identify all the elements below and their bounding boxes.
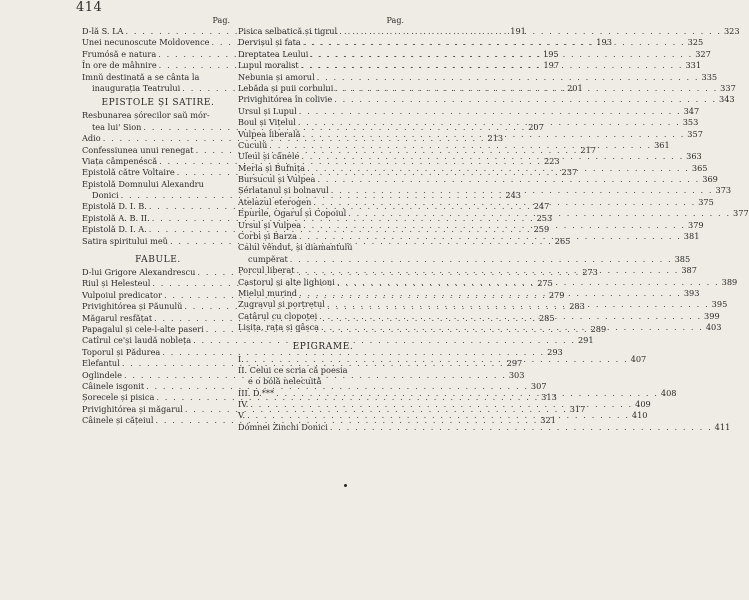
entry-title: D-lui Grigore Alexandrescu bbox=[82, 267, 196, 278]
entry-title: Privighitórea în colivie bbox=[238, 94, 333, 105]
entry-title: Atelazul eterogen bbox=[238, 196, 312, 207]
leader-dots bbox=[245, 410, 631, 421]
entry-title: Lupul moralist bbox=[238, 60, 299, 71]
entry-title: Epistolă Domnului Alexandru bbox=[82, 178, 204, 189]
entry-title: Câinele și cățeiul bbox=[82, 415, 154, 426]
entry-title: Resbunarea șórecilor saŭ mór- bbox=[82, 110, 210, 121]
entry-title: Oglindele bbox=[82, 369, 123, 380]
entry-page-number: 223 bbox=[543, 155, 560, 166]
leader-dots bbox=[301, 220, 687, 231]
leader-dots bbox=[333, 83, 719, 94]
entry-page-number: 403 bbox=[705, 322, 722, 333]
entry-page-number: 201 bbox=[567, 82, 583, 93]
leader-dots bbox=[297, 288, 683, 299]
index-entry bbox=[238, 174, 718, 185]
index-entry bbox=[238, 242, 408, 253]
entry-title: Dreptatea Leului bbox=[238, 48, 309, 59]
entry-title: Uleul și cânele bbox=[238, 151, 300, 162]
entry-page-number: 411 bbox=[714, 421, 731, 432]
leader-dots bbox=[244, 354, 630, 365]
leader-dots bbox=[288, 254, 674, 265]
entry-page-number: 363 bbox=[686, 151, 702, 162]
entry-title: Epistolă D. I. B. bbox=[82, 201, 147, 212]
leader-dots bbox=[329, 185, 715, 196]
entry-page-number: 285 bbox=[538, 312, 555, 323]
ink-dot bbox=[344, 484, 347, 487]
entry-title: tea lui' Sion bbox=[92, 121, 142, 132]
entry-page-number: 291 bbox=[577, 335, 594, 346]
entry-title: Porcul liberat bbox=[238, 265, 295, 276]
leader-dots bbox=[335, 277, 721, 288]
index-entry bbox=[238, 71, 718, 83]
entry-page-number: 410 bbox=[631, 410, 648, 421]
entry-page-number: 195 bbox=[543, 48, 559, 59]
index-entry bbox=[82, 403, 586, 415]
leader-dots bbox=[300, 129, 686, 140]
entry-page-number: 253 bbox=[536, 212, 553, 223]
entry-title: Adio bbox=[82, 133, 101, 144]
entry-page-number: 293 bbox=[547, 346, 563, 357]
section-heading: EPISTOLE ȘI SATIRE. bbox=[101, 98, 215, 109]
entry-page-number: 395 bbox=[711, 299, 728, 310]
entry-title: Merla și Bufnița bbox=[238, 162, 306, 173]
entry-title: Castorul și alte lighioni bbox=[238, 276, 335, 287]
entry-title: Imnŭ destinată a se cânta la bbox=[82, 71, 200, 82]
entry-title: Măgarul resfățat bbox=[82, 312, 153, 323]
entry-page-number: 323 bbox=[723, 25, 740, 36]
entry-page-number: 325 bbox=[687, 37, 704, 48]
entry-title: Dómnei Zinchi Donici bbox=[238, 421, 328, 432]
entry-title: II. Celui ce scria că poesia bbox=[238, 364, 348, 375]
section-heading: EPIGRAME. bbox=[292, 341, 354, 352]
entry-page-number: 193 bbox=[596, 37, 612, 48]
entry-page-number: 335 bbox=[701, 71, 718, 82]
entry-page-number: 307 bbox=[530, 380, 547, 391]
index-entry bbox=[82, 415, 556, 426]
leader-dots bbox=[317, 311, 703, 322]
entry-page-number: 327 bbox=[695, 48, 711, 59]
entry-title: Câinele isgonit bbox=[82, 380, 145, 391]
leader-dots bbox=[274, 388, 660, 399]
entry-title: Șérlatanul și bolnavul bbox=[238, 185, 329, 196]
leader-dots bbox=[296, 117, 682, 128]
leader-dots bbox=[297, 231, 683, 242]
leader-dots bbox=[346, 208, 732, 219]
leader-dots bbox=[299, 151, 685, 162]
entry-page-number: 243 bbox=[505, 190, 522, 201]
entry-title: Lișița, rața și gâsca bbox=[238, 322, 320, 333]
entry-title: Vulpoiul predicator bbox=[82, 289, 163, 300]
leader-dots bbox=[267, 140, 653, 151]
entry-page-number: 409 bbox=[635, 399, 651, 410]
entry-page-number: 385 bbox=[674, 253, 691, 264]
entry-page-number: 217 bbox=[580, 144, 597, 155]
leader-dots bbox=[299, 60, 685, 71]
entry-page-number: 289 bbox=[590, 323, 607, 334]
entry-title: V. bbox=[238, 410, 246, 421]
entry-page-number: 365 bbox=[691, 162, 708, 173]
entry-title: Papagalul și cele-l-alte paseri bbox=[82, 323, 204, 334]
entry-page-number: 259 bbox=[533, 224, 550, 235]
entry-page-number: 321 bbox=[540, 415, 556, 426]
entry-page-number: 317 bbox=[569, 403, 586, 414]
leader-dots bbox=[315, 174, 701, 185]
entry-page-number: 303 bbox=[508, 369, 525, 380]
entry-title: cumpĕrat bbox=[248, 253, 288, 264]
entry-title: Epistolă D. I. A. bbox=[82, 224, 147, 235]
index-entry bbox=[238, 376, 408, 387]
entry-page-number: 237 bbox=[561, 167, 578, 178]
section-heading: FABULE. bbox=[135, 255, 181, 266]
entry-title: Unei necunoscute Moldovence bbox=[82, 37, 210, 48]
entry-title: Privighitórea și Păunulŭ bbox=[82, 301, 183, 312]
entry-page-number: 361 bbox=[654, 139, 670, 150]
leader-dots bbox=[295, 265, 681, 276]
entry-page-number: 369 bbox=[702, 174, 718, 185]
leader-dots bbox=[248, 399, 634, 410]
leader-dots bbox=[315, 72, 701, 83]
leader-dots bbox=[301, 37, 687, 48]
entry-title: Dervișul și fata bbox=[238, 37, 301, 48]
entry-title: I. bbox=[238, 353, 244, 364]
page-number: 414 bbox=[76, 0, 103, 15]
entry-title: Donici bbox=[92, 190, 119, 201]
entry-title: Nebunia și amorul bbox=[238, 71, 315, 82]
leader-dots bbox=[337, 26, 723, 37]
entry-title: III. D.*** bbox=[238, 387, 275, 398]
entry-page-number: 375 bbox=[698, 196, 714, 207]
entry-page-number: 283 bbox=[569, 301, 585, 312]
entry-page-number: 393 bbox=[683, 287, 700, 298]
entry-title: Pisica selbatică și tigrul bbox=[238, 25, 338, 36]
entry-title: Ursul și Lupul bbox=[238, 105, 297, 116]
entry-title: Confessiunea unui renegat bbox=[82, 144, 194, 155]
entry-page-number: 343 bbox=[719, 94, 735, 105]
entry-title: Epurile, Ogarul și Copoiul bbox=[238, 208, 347, 219]
entry-page-number: 353 bbox=[682, 117, 699, 128]
entry-title: Toporul și Pădurea bbox=[82, 346, 161, 357]
entry-page-number: 379 bbox=[687, 219, 704, 230]
entry-title: D-lă S. LA bbox=[82, 25, 124, 36]
entry-title: Bursucul și Vulpea bbox=[238, 174, 316, 185]
entry-page-number: 337 bbox=[720, 82, 736, 93]
index-entry bbox=[238, 365, 408, 376]
entry-title: Frumósă e natura bbox=[82, 48, 157, 59]
index-entry bbox=[82, 335, 594, 346]
entry-page-number: 387 bbox=[681, 265, 697, 276]
entry-page-number: 197 bbox=[543, 60, 560, 71]
entry-title: e o bólă nelecuită bbox=[248, 376, 322, 387]
entry-page-number: 389 bbox=[721, 276, 738, 287]
index-entry bbox=[82, 179, 234, 190]
entry-title: Ursul și Vulpea bbox=[238, 219, 302, 230]
leader-dots bbox=[328, 422, 714, 433]
entry-page-number: 279 bbox=[548, 289, 565, 300]
entry-title: Satira spiritului meŭ bbox=[82, 235, 168, 246]
leader-dots bbox=[319, 322, 705, 333]
entry-title: Elefantul bbox=[82, 358, 120, 369]
entry-page-number: 373 bbox=[715, 185, 732, 196]
entry-title: Boul și Vițelul bbox=[238, 117, 296, 128]
entry-page-number: 357 bbox=[687, 128, 703, 139]
entry-page-number: 331 bbox=[685, 60, 702, 71]
entry-title: Riul și Helesteul bbox=[82, 278, 151, 289]
index-entry bbox=[238, 421, 731, 433]
entry-page-number: 399 bbox=[704, 310, 720, 321]
entry-title: Cuculŭ bbox=[238, 139, 268, 150]
entry-page-number: 377 bbox=[733, 208, 749, 219]
entry-title: Lebăda și puii corbului bbox=[238, 82, 334, 93]
entry-page-number: 381 bbox=[683, 231, 700, 242]
entry-page-number: 297 bbox=[506, 358, 523, 369]
entry-page-number: 191 bbox=[510, 25, 526, 36]
entry-page-number: 408 bbox=[660, 387, 677, 398]
index-entry bbox=[238, 94, 735, 105]
index-entry bbox=[238, 253, 691, 265]
entry-page-number: 247 bbox=[533, 201, 550, 212]
entry-title: Zugravul și portretul bbox=[238, 299, 325, 310]
entry-title: Vulpea liberală bbox=[238, 128, 301, 139]
entry-title: Epistolă A. B. II. bbox=[82, 212, 150, 223]
entry-page-number: 213 bbox=[487, 133, 504, 144]
entry-title: IV. bbox=[238, 399, 249, 410]
index-entry bbox=[82, 358, 523, 369]
entry-title: inaugurația Teatrului bbox=[92, 82, 181, 93]
entry-page-number: 273 bbox=[582, 267, 598, 278]
entry-title: Corbi și Barza bbox=[238, 231, 297, 242]
entry-title: Calul vêndut, și diamantulŭ bbox=[238, 242, 353, 253]
entry-title: Mielul murind bbox=[238, 287, 298, 298]
leader-dots bbox=[308, 49, 694, 60]
entry-page-number: 407 bbox=[630, 353, 647, 364]
index-entry bbox=[82, 72, 234, 83]
index-entry bbox=[238, 105, 700, 117]
entry-page-number: 275 bbox=[537, 278, 553, 289]
leader-dots bbox=[297, 106, 683, 117]
entry-title: Privighitórea și măgarul bbox=[82, 403, 183, 414]
entry-title: Șorecele și pisica bbox=[82, 392, 155, 403]
leader-dots bbox=[311, 197, 697, 208]
pag-label: Pag. bbox=[212, 16, 230, 25]
entry-page-number: 207 bbox=[528, 121, 544, 132]
index-entry bbox=[82, 110, 234, 121]
entry-title: Epistolă către Voltaire bbox=[82, 167, 175, 178]
entry-title: Catârul cu clopoței bbox=[238, 310, 318, 321]
entry-title: În ore de mâhnire bbox=[82, 60, 157, 71]
leader-dots bbox=[332, 94, 718, 105]
leader-dots bbox=[305, 163, 691, 174]
entry-page-number: 313 bbox=[541, 392, 557, 403]
pag-label: Pag. bbox=[386, 16, 404, 25]
leader-dots bbox=[325, 299, 711, 310]
entry-page-number: 347 bbox=[683, 105, 700, 116]
entry-title: Viața câmpenéscă bbox=[82, 155, 158, 166]
entry-title: Catîrul ce'și laudă nobleța bbox=[82, 335, 192, 346]
entry-page-number: 265 bbox=[554, 235, 571, 246]
